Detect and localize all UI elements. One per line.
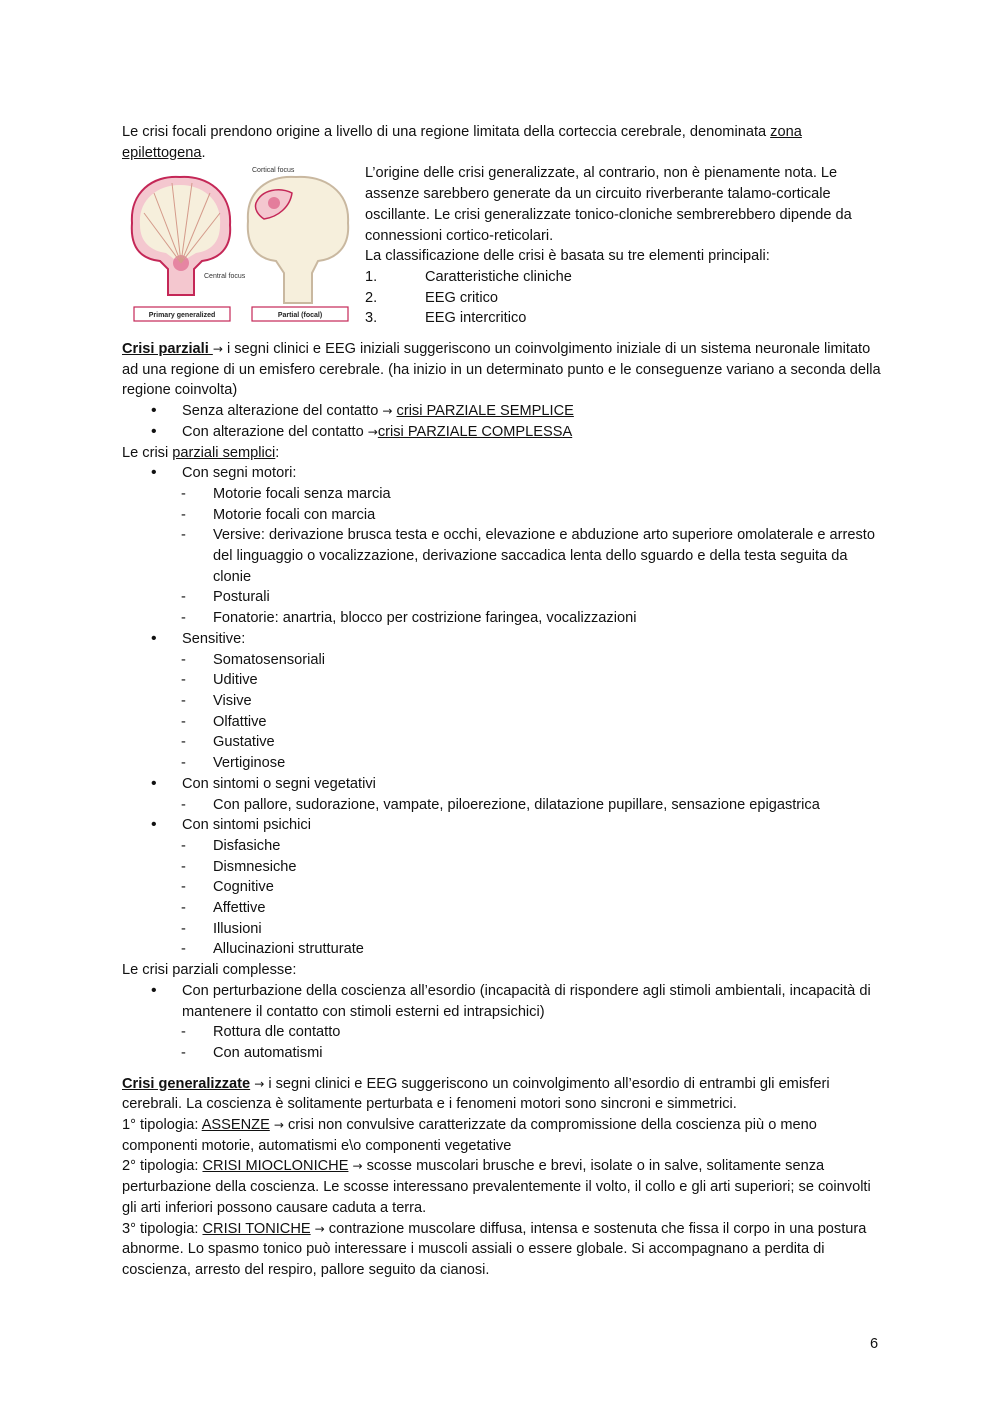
list-item: • Con sintomi psichici bbox=[122, 815, 882, 836]
sub-item: - Affettive bbox=[122, 898, 882, 919]
primary-generalized-caption: Primary generalized bbox=[148, 312, 216, 320]
list-item: • Con segni motori: bbox=[122, 463, 882, 484]
list-item: • Sensitive: bbox=[122, 629, 882, 650]
brain-seizure-diagram bbox=[122, 163, 354, 328]
intro-end: . bbox=[201, 144, 206, 161]
figure-side-text bbox=[365, 163, 882, 329]
sub-item: - Visive bbox=[122, 691, 882, 712]
type-2-paragraph bbox=[122, 1156, 882, 1218]
text: crisi non convulsive caratterizzate da compromissione della coscienza più o meno componenti motorie, automatismi e\o componenti vegetative bbox=[122, 1117, 817, 1154]
sub-item: - Olfattive bbox=[122, 712, 882, 733]
arrow-icon: → bbox=[352, 1159, 363, 1174]
sub-item: - Somatosensoriali bbox=[122, 650, 882, 671]
spacer bbox=[122, 329, 882, 339]
classification-item bbox=[365, 308, 882, 329]
text: contrazione muscolare diffusa, intensa e sostenuta che fissa il corpo in una postura abnorme. Lo spasmo tonico può interessare i muscoli assiali o essere globale. Si accompagnano a perdita di coscienza, arresto del respiro, pallore seguito da cianosi. bbox=[122, 1220, 867, 1278]
partial-paragraph bbox=[122, 339, 882, 401]
partial-focal-caption: Partial (focal) bbox=[277, 312, 323, 320]
simple-partial-term: crisi PARZIALE SEMPLICE bbox=[396, 403, 574, 420]
zona-epilettogena-term: zona epilettogena bbox=[122, 124, 802, 161]
item-text: EEG critico bbox=[425, 289, 498, 306]
sub-item: - Motorie focali senza marcia bbox=[122, 484, 882, 505]
item-text: Con alterazione del contatto bbox=[182, 423, 368, 440]
complex-partial-term: crisi PARZIALE COMPLESSA bbox=[377, 423, 573, 440]
simple-intro bbox=[122, 443, 882, 464]
sub-item: - Versive: derivazione brusca testa e occhi, elevazione e abduzione arto superiore omolaterale e arresto del linguaggio o vocalizzazione, derivazione saccadica lenta dello sguardo e della testa seguita da clonie bbox=[122, 525, 882, 587]
list-item: • Con sintomi o segni vegetativi bbox=[122, 774, 882, 795]
page-number: 6 bbox=[870, 1336, 879, 1352]
sub-item: - Con pallore, sudorazione, vampate, piloerezione, dilatazione pupillare, sensazione epigastrica bbox=[122, 795, 882, 816]
item-text: Senza alterazione del contatto bbox=[182, 403, 383, 420]
partial-desc: i segni clinici e EEG iniziali suggeriscono un coinvolgimento iniziale di un sistema neuronale limitato ad una regione di un emisfero cerebrale. (ha inizio in un determinato punto e le conseguenze variano a seconda della regione coinvolta) bbox=[122, 341, 881, 399]
item-text: EEG intercritico bbox=[425, 310, 527, 327]
sub-item: - Disfasiche bbox=[122, 836, 882, 857]
simple-partial-link-term: parziali semplici bbox=[172, 444, 276, 461]
text: 3° tipologia: bbox=[122, 1220, 203, 1237]
classification-intro: La classificazione delle crisi è basata su tre elementi principali: bbox=[365, 248, 770, 265]
text: Le crisi bbox=[122, 444, 173, 461]
intro-paragraph bbox=[122, 122, 882, 163]
sub-item: - Vertiginose bbox=[122, 753, 882, 774]
text: scosse muscolari brusche e brevi, isolate o in salve, solitamente senza perturbazione della coscienza. Le scosse interessano prevalentemente il volto, il collo e gli arti superiori; se coinvolti gli arti inferiori possono causare caduta a terra. bbox=[122, 1158, 871, 1216]
sub-item: - Cognitive bbox=[122, 877, 882, 898]
arrow-icon: → bbox=[273, 1118, 284, 1133]
arrow-icon: → bbox=[367, 424, 378, 439]
text: 1° tipologia: bbox=[122, 1117, 202, 1134]
item-text: Caratteristiche cliniche bbox=[425, 268, 572, 285]
spacer bbox=[122, 1064, 882, 1074]
partial-title: Crisi parziali bbox=[122, 341, 213, 358]
type-1-paragraph bbox=[122, 1115, 882, 1156]
text: 2° tipologia: bbox=[122, 1158, 203, 1175]
arrow-icon: → bbox=[212, 342, 223, 357]
sub-item: - Illusioni bbox=[122, 919, 882, 940]
mioclonic-term: CRISI MIOCLONICHE bbox=[202, 1158, 349, 1175]
sub-item: - Allucinazioni strutturate bbox=[122, 939, 882, 960]
intro-text: Le crisi focali prendono origine a livello di una regione limitata della corteccia cerebrale, denominata bbox=[122, 124, 771, 140]
item-number: 2. bbox=[365, 289, 378, 306]
generalized-origin-paragraph: L’origine delle crisi generalizzate, al contrario, non è pienamente nota. Le assenze sarebbero generate da un circuito riverberante talamo-corticale oscillante. Le crisi generalizzate tonico-cloniche sembrerebbero dipende da connessioni cortico-reticolari. bbox=[365, 165, 852, 244]
figure-row bbox=[122, 163, 882, 329]
classification-item bbox=[365, 288, 882, 309]
page-content bbox=[122, 122, 882, 1281]
central-focus-label: Central focus bbox=[204, 273, 246, 281]
list-item bbox=[122, 401, 882, 422]
cortical-focus-label: Cortical focus bbox=[252, 167, 295, 175]
generalized-paragraph bbox=[122, 1074, 882, 1115]
classification-item bbox=[365, 267, 882, 288]
item-number: 1. bbox=[365, 268, 378, 285]
generalized-desc: i segni clinici e EEG suggeriscono un coinvolgimento all’esordio di entrambi gli emisferi cerebrali. La coscienza è solitamente perturbata e i fenomeni motori sono sincroni e simmetrici. bbox=[122, 1075, 830, 1113]
type-3-paragraph bbox=[122, 1219, 882, 1281]
sub-item: - Con automatismi bbox=[122, 1043, 882, 1064]
tonic-term: CRISI TONICHE bbox=[202, 1220, 311, 1237]
complex-intro: Le crisi parziali complesse: bbox=[122, 962, 297, 979]
sub-item: - Gustative bbox=[122, 732, 882, 753]
list-item bbox=[122, 422, 882, 443]
sub-item: - Rottura dle contatto bbox=[122, 1022, 882, 1043]
arrow-icon: → bbox=[382, 404, 393, 419]
sub-item: - Uditive bbox=[122, 670, 882, 691]
assenze-term: ASSENZE bbox=[201, 1117, 270, 1134]
list-item: • Con perturbazione della coscienza all’esordio (incapacità di rispondere agli stimoli ambientali, incapacità di mantenere il contatto con stimoli esterni ed intrapsichici) bbox=[122, 981, 882, 1022]
item-number: 3. bbox=[365, 310, 378, 327]
arrow-icon: → bbox=[314, 1221, 325, 1236]
arrow-icon: → bbox=[254, 1076, 265, 1091]
sub-item: - Motorie focali con marcia bbox=[122, 505, 882, 526]
sub-item: - Fonatorie: anartria, blocco per costrizione faringea, vocalizzazioni bbox=[122, 608, 882, 629]
text: : bbox=[275, 444, 280, 461]
sub-item: - Posturali bbox=[122, 587, 882, 608]
brain-figure bbox=[122, 163, 354, 328]
sub-item: - Dismnesiche bbox=[122, 857, 882, 878]
partial-focal-brain bbox=[248, 177, 348, 303]
generalized-title: Crisi generalizzate bbox=[122, 1075, 251, 1092]
